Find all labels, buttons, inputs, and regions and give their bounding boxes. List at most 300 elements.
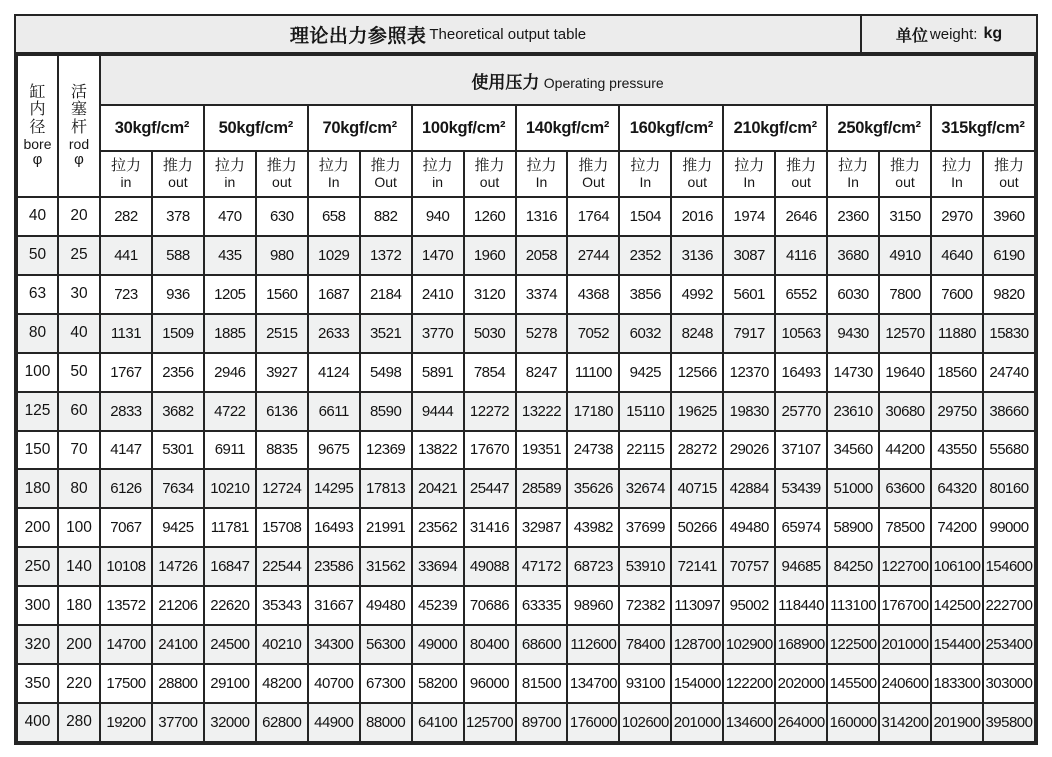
value-cell: 32674 — [619, 469, 671, 508]
table-row — [17, 625, 1035, 664]
theoretical-output-table — [14, 14, 1038, 745]
value-cell: 1687 — [308, 275, 360, 314]
value-cell: 18560 — [931, 353, 983, 392]
value-cell: 8247 — [516, 353, 568, 392]
value-cell: 15830 — [983, 314, 1035, 353]
value-cell: 68600 — [516, 625, 568, 664]
value-cell: 3150 — [879, 197, 931, 236]
value-cell: 14295 — [308, 469, 360, 508]
bore-cell: 180 — [17, 469, 58, 508]
value-cell: 4640 — [931, 236, 983, 275]
col-header-pressure-315: 315kgf/cm² — [931, 105, 1035, 151]
value-cell: 1205 — [204, 275, 256, 314]
value-cell: 68723 — [567, 547, 619, 586]
value-cell: 94685 — [775, 547, 827, 586]
value-cell: 49000 — [412, 625, 464, 664]
value-cell: 10563 — [775, 314, 827, 353]
value-cell: 102600 — [619, 703, 671, 742]
output-data-table — [16, 54, 1036, 743]
value-cell: 17670 — [464, 431, 516, 470]
rod-cell: 220 — [58, 664, 100, 703]
value-cell: 2646 — [775, 197, 827, 236]
bore-cell: 320 — [17, 625, 58, 664]
value-cell: 8590 — [360, 392, 412, 431]
value-cell: 42884 — [723, 469, 775, 508]
value-cell: 51000 — [827, 469, 879, 508]
rod-cell: 30 — [58, 275, 100, 314]
value-cell: 723 — [100, 275, 152, 314]
value-cell: 4910 — [879, 236, 931, 275]
col-header-push-100: 推力 out — [464, 151, 516, 197]
value-cell: 6030 — [827, 275, 879, 314]
value-cell: 62800 — [256, 703, 308, 742]
value-cell: 28272 — [671, 431, 723, 470]
value-cell: 28800 — [152, 664, 204, 703]
value-cell: 2410 — [412, 275, 464, 314]
bore-cell: 80 — [17, 314, 58, 353]
value-cell: 1560 — [256, 275, 308, 314]
value-cell: 44200 — [879, 431, 931, 470]
value-cell: 12566 — [671, 353, 723, 392]
value-cell: 160000 — [827, 703, 879, 742]
col-header-pull-30: 拉力 in — [100, 151, 152, 197]
value-cell: 201000 — [879, 625, 931, 664]
value-cell: 70686 — [464, 586, 516, 625]
table-row — [17, 547, 1035, 586]
value-cell: 8835 — [256, 431, 308, 470]
value-cell: 176000 — [567, 703, 619, 742]
value-cell: 441 — [100, 236, 152, 275]
value-cell: 14726 — [152, 547, 204, 586]
bore-cell: 200 — [17, 508, 58, 547]
col-header-operating-pressure: 使用压力 Operating pressure — [100, 55, 1035, 105]
value-cell: 21991 — [360, 508, 412, 547]
value-cell: 936 — [152, 275, 204, 314]
value-cell: 88000 — [360, 703, 412, 742]
value-cell: 3682 — [152, 392, 204, 431]
value-cell: 3680 — [827, 236, 879, 275]
value-cell: 9820 — [983, 275, 1035, 314]
col-header-pressure-70: 70kgf/cm² — [308, 105, 412, 151]
value-cell: 122500 — [827, 625, 879, 664]
value-cell: 32987 — [516, 508, 568, 547]
value-cell: 222700 — [983, 586, 1035, 625]
bore-cell: 300 — [17, 586, 58, 625]
value-cell: 31667 — [308, 586, 360, 625]
value-cell: 3087 — [723, 236, 775, 275]
value-cell: 55680 — [983, 431, 1035, 470]
value-cell: 11100 — [567, 353, 619, 392]
pull-push-header-row — [17, 151, 1035, 197]
value-cell: 7600 — [931, 275, 983, 314]
value-cell: 303000 — [983, 664, 1035, 703]
unit-value: kg — [983, 25, 1003, 42]
value-cell: 19351 — [516, 431, 568, 470]
value-cell: 64100 — [412, 703, 464, 742]
bore-cell: 40 — [17, 197, 58, 236]
col-header-pressure-100: 100kgf/cm² — [412, 105, 516, 151]
unit-chinese: 单位 — [895, 27, 928, 45]
value-cell: 49480 — [360, 586, 412, 625]
value-cell: 23610 — [827, 392, 879, 431]
rod-cell: 50 — [58, 353, 100, 392]
value-cell: 58900 — [827, 508, 879, 547]
value-cell: 63600 — [879, 469, 931, 508]
rod-cell: 100 — [58, 508, 100, 547]
value-cell: 112600 — [567, 625, 619, 664]
value-cell: 145500 — [827, 664, 879, 703]
value-cell: 96000 — [464, 664, 516, 703]
value-cell: 240600 — [879, 664, 931, 703]
value-cell: 9444 — [412, 392, 464, 431]
value-cell: 49480 — [723, 508, 775, 547]
value-cell: 9675 — [308, 431, 360, 470]
col-header-pressure-250: 250kgf/cm² — [827, 105, 931, 151]
value-cell: 19830 — [723, 392, 775, 431]
value-cell: 3374 — [516, 275, 568, 314]
table-row — [17, 314, 1035, 353]
value-cell: 3927 — [256, 353, 308, 392]
col-header-pull-250: 拉力 In — [827, 151, 879, 197]
table-row — [17, 236, 1035, 275]
page-title — [16, 16, 860, 52]
table-title-row — [16, 16, 1036, 54]
value-cell: 20421 — [412, 469, 464, 508]
value-cell: 32000 — [204, 703, 256, 742]
value-cell: 34300 — [308, 625, 360, 664]
value-cell: 19640 — [879, 353, 931, 392]
value-cell: 11880 — [931, 314, 983, 353]
value-cell: 93100 — [619, 664, 671, 703]
value-cell: 1764 — [567, 197, 619, 236]
value-cell: 154000 — [671, 664, 723, 703]
rod-cell: 280 — [58, 703, 100, 742]
value-cell: 98960 — [567, 586, 619, 625]
value-cell: 1131 — [100, 314, 152, 353]
col-header-pressure-210: 210kgf/cm² — [723, 105, 827, 151]
value-cell: 6136 — [256, 392, 308, 431]
value-cell: 17813 — [360, 469, 412, 508]
value-cell: 5030 — [464, 314, 516, 353]
value-cell: 22620 — [204, 586, 256, 625]
value-cell: 630 — [256, 197, 308, 236]
value-cell: 7854 — [464, 353, 516, 392]
value-cell: 13572 — [100, 586, 152, 625]
col-header-push-50: 推力 out — [256, 151, 308, 197]
value-cell: 40700 — [308, 664, 360, 703]
value-cell: 253400 — [983, 625, 1035, 664]
col-header-pull-160: 拉力 In — [619, 151, 671, 197]
value-cell: 435 — [204, 236, 256, 275]
value-cell: 53439 — [775, 469, 827, 508]
value-cell: 2016 — [671, 197, 723, 236]
value-cell: 183300 — [931, 664, 983, 703]
value-cell: 658 — [308, 197, 360, 236]
value-cell: 2058 — [516, 236, 568, 275]
value-cell: 2515 — [256, 314, 308, 353]
value-cell: 95002 — [723, 586, 775, 625]
bore-cell: 400 — [17, 703, 58, 742]
value-cell: 6126 — [100, 469, 152, 508]
value-cell: 3960 — [983, 197, 1035, 236]
table-row — [17, 197, 1035, 236]
value-cell: 31416 — [464, 508, 516, 547]
table-row — [17, 703, 1035, 742]
value-cell: 2633 — [308, 314, 360, 353]
value-cell: 29750 — [931, 392, 983, 431]
table-row — [17, 392, 1035, 431]
bore-cell: 250 — [17, 547, 58, 586]
value-cell: 4147 — [100, 431, 152, 470]
value-cell: 4116 — [775, 236, 827, 275]
bore-cell: 63 — [17, 275, 58, 314]
value-cell: 202000 — [775, 664, 827, 703]
value-cell: 5278 — [516, 314, 568, 353]
col-header-pressure-160: 160kgf/cm² — [619, 105, 723, 151]
value-cell: 4124 — [308, 353, 360, 392]
value-cell: 9430 — [827, 314, 879, 353]
rod-cell: 60 — [58, 392, 100, 431]
value-cell: 22115 — [619, 431, 671, 470]
col-header-rod: 活塞杆 rod φ — [58, 55, 100, 197]
value-cell: 78400 — [619, 625, 671, 664]
title-english: Theoretical output table — [429, 25, 587, 43]
value-cell: 6911 — [204, 431, 256, 470]
value-cell: 588 — [152, 236, 204, 275]
value-cell: 23586 — [308, 547, 360, 586]
value-cell: 102900 — [723, 625, 775, 664]
value-cell: 84250 — [827, 547, 879, 586]
value-cell: 74200 — [931, 508, 983, 547]
value-cell: 38660 — [983, 392, 1035, 431]
table-row — [17, 664, 1035, 703]
value-cell: 142500 — [931, 586, 983, 625]
value-cell: 1504 — [619, 197, 671, 236]
value-cell: 134600 — [723, 703, 775, 742]
rod-cell: 140 — [58, 547, 100, 586]
value-cell: 29026 — [723, 431, 775, 470]
value-cell: 65974 — [775, 508, 827, 547]
value-cell: 1029 — [308, 236, 360, 275]
value-cell: 2970 — [931, 197, 983, 236]
rod-cell: 70 — [58, 431, 100, 470]
value-cell: 16493 — [775, 353, 827, 392]
value-cell: 4722 — [204, 392, 256, 431]
value-cell: 3136 — [671, 236, 723, 275]
value-cell: 14700 — [100, 625, 152, 664]
value-cell: 9425 — [152, 508, 204, 547]
value-cell: 2744 — [567, 236, 619, 275]
value-cell: 264000 — [775, 703, 827, 742]
value-cell: 1470 — [412, 236, 464, 275]
value-cell: 15708 — [256, 508, 308, 547]
value-cell: 24100 — [152, 625, 204, 664]
value-cell: 23562 — [412, 508, 464, 547]
col-header-pull-315: 拉力 In — [931, 151, 983, 197]
value-cell: 3770 — [412, 314, 464, 353]
value-cell: 25447 — [464, 469, 516, 508]
value-cell: 78500 — [879, 508, 931, 547]
rod-cell: 20 — [58, 197, 100, 236]
value-cell: 7634 — [152, 469, 204, 508]
value-cell: 106100 — [931, 547, 983, 586]
value-cell: 70757 — [723, 547, 775, 586]
value-cell: 33694 — [412, 547, 464, 586]
value-cell: 7917 — [723, 314, 775, 353]
rod-cell: 25 — [58, 236, 100, 275]
bore-cell: 50 — [17, 236, 58, 275]
value-cell: 14730 — [827, 353, 879, 392]
value-cell: 48200 — [256, 664, 308, 703]
value-cell: 1960 — [464, 236, 516, 275]
value-cell: 168900 — [775, 625, 827, 664]
value-cell: 17180 — [567, 392, 619, 431]
value-cell: 89700 — [516, 703, 568, 742]
value-cell: 37700 — [152, 703, 204, 742]
value-cell: 1372 — [360, 236, 412, 275]
value-cell: 2356 — [152, 353, 204, 392]
bore-cell: 100 — [17, 353, 58, 392]
value-cell: 22544 — [256, 547, 308, 586]
col-header-pull-140: 拉力 In — [516, 151, 568, 197]
value-cell: 63335 — [516, 586, 568, 625]
value-cell: 58200 — [412, 664, 464, 703]
value-cell: 378 — [152, 197, 204, 236]
value-cell: 125700 — [464, 703, 516, 742]
value-cell: 25770 — [775, 392, 827, 431]
value-cell: 118440 — [775, 586, 827, 625]
value-cell: 47172 — [516, 547, 568, 586]
value-cell: 201000 — [671, 703, 723, 742]
value-cell: 67300 — [360, 664, 412, 703]
value-cell: 56300 — [360, 625, 412, 664]
rod-cell: 80 — [58, 469, 100, 508]
value-cell: 35626 — [567, 469, 619, 508]
value-cell: 980 — [256, 236, 308, 275]
value-cell: 19200 — [100, 703, 152, 742]
col-header-push-210: 推力 out — [775, 151, 827, 197]
operating-pressure-row — [17, 55, 1035, 105]
value-cell: 11781 — [204, 508, 256, 547]
table-row — [17, 469, 1035, 508]
table-row — [17, 431, 1035, 470]
value-cell: 40210 — [256, 625, 308, 664]
col-header-pull-100: 拉力 in — [412, 151, 464, 197]
value-cell: 40715 — [671, 469, 723, 508]
value-cell: 64320 — [931, 469, 983, 508]
value-cell: 2352 — [619, 236, 671, 275]
value-cell: 3521 — [360, 314, 412, 353]
value-cell: 12570 — [879, 314, 931, 353]
value-cell: 37699 — [619, 508, 671, 547]
rod-cell: 200 — [58, 625, 100, 664]
value-cell: 31562 — [360, 547, 412, 586]
col-header-pressure-140: 140kgf/cm² — [516, 105, 620, 151]
value-cell: 80400 — [464, 625, 516, 664]
value-cell: 80160 — [983, 469, 1035, 508]
value-cell: 72141 — [671, 547, 723, 586]
value-cell: 53910 — [619, 547, 671, 586]
value-cell: 1316 — [516, 197, 568, 236]
value-cell: 72382 — [619, 586, 671, 625]
value-cell: 1974 — [723, 197, 775, 236]
col-header-push-250: 推力 out — [879, 151, 931, 197]
value-cell: 882 — [360, 197, 412, 236]
value-cell: 9425 — [619, 353, 671, 392]
col-header-pressure-50: 50kgf/cm² — [204, 105, 308, 151]
value-cell: 2360 — [827, 197, 879, 236]
value-cell: 113100 — [827, 586, 879, 625]
table-row — [17, 275, 1035, 314]
value-cell: 13222 — [516, 392, 568, 431]
value-cell: 16847 — [204, 547, 256, 586]
value-cell: 15110 — [619, 392, 671, 431]
value-cell: 28589 — [516, 469, 568, 508]
value-cell: 12369 — [360, 431, 412, 470]
value-cell: 113097 — [671, 586, 723, 625]
value-cell: 3856 — [619, 275, 671, 314]
value-cell: 6611 — [308, 392, 360, 431]
value-cell: 2833 — [100, 392, 152, 431]
value-cell: 50266 — [671, 508, 723, 547]
value-cell: 24740 — [983, 353, 1035, 392]
col-header-pressure-30: 30kgf/cm² — [100, 105, 204, 151]
value-cell: 7800 — [879, 275, 931, 314]
value-cell: 5601 — [723, 275, 775, 314]
table-body — [17, 197, 1035, 742]
bore-cell: 150 — [17, 431, 58, 470]
value-cell: 12724 — [256, 469, 308, 508]
col-header-push-160: 推力 out — [671, 151, 723, 197]
value-cell: 282 — [100, 197, 152, 236]
table-row — [17, 508, 1035, 547]
value-cell: 6032 — [619, 314, 671, 353]
value-cell: 30680 — [879, 392, 931, 431]
value-cell: 5891 — [412, 353, 464, 392]
value-cell: 154400 — [931, 625, 983, 664]
value-cell: 122700 — [879, 547, 931, 586]
value-cell: 45239 — [412, 586, 464, 625]
value-cell: 134700 — [567, 664, 619, 703]
value-cell: 122200 — [723, 664, 775, 703]
value-cell: 5301 — [152, 431, 204, 470]
value-cell: 395800 — [983, 703, 1035, 742]
value-cell: 35343 — [256, 586, 308, 625]
value-cell: 3120 — [464, 275, 516, 314]
value-cell: 1509 — [152, 314, 204, 353]
value-cell: 37107 — [775, 431, 827, 470]
value-cell: 43550 — [931, 431, 983, 470]
value-cell: 1260 — [464, 197, 516, 236]
value-cell: 6190 — [983, 236, 1035, 275]
value-cell: 2184 — [360, 275, 412, 314]
value-cell: 4368 — [567, 275, 619, 314]
value-cell: 99000 — [983, 508, 1035, 547]
value-cell: 10210 — [204, 469, 256, 508]
value-cell: 2946 — [204, 353, 256, 392]
bore-cell: 350 — [17, 664, 58, 703]
value-cell: 314200 — [879, 703, 931, 742]
value-cell: 7067 — [100, 508, 152, 547]
value-cell: 43982 — [567, 508, 619, 547]
col-header-pull-70: 拉力 In — [308, 151, 360, 197]
value-cell: 5498 — [360, 353, 412, 392]
value-cell: 34560 — [827, 431, 879, 470]
col-header-push-140: 推力 Out — [567, 151, 619, 197]
value-cell: 13822 — [412, 431, 464, 470]
table-row — [17, 353, 1035, 392]
value-cell: 19625 — [671, 392, 723, 431]
